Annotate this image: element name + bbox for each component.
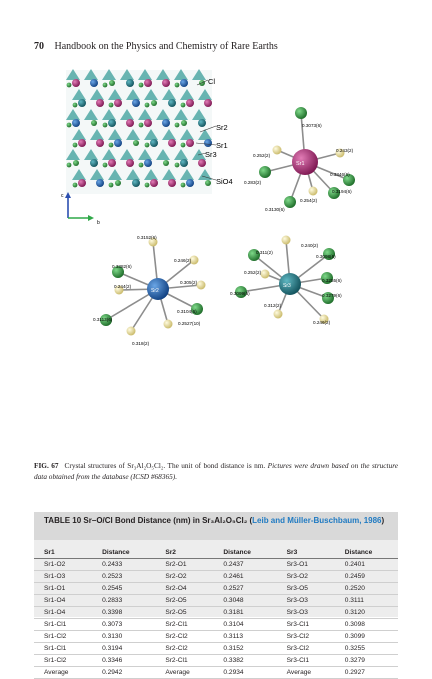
oxygen-atom	[282, 236, 291, 245]
sr2-distance-labels	[93, 235, 201, 346]
lattice-atom	[204, 139, 212, 147]
table-cell: Sr2-Cl1	[155, 655, 213, 667]
table-cell: 0.2433	[92, 559, 155, 571]
lattice-atom	[150, 139, 158, 147]
bond-distance-label: 0.3255(6)	[322, 278, 342, 283]
bond-distance-label: 0.246(2)	[313, 320, 331, 325]
lattice-cl-atom	[109, 143, 114, 148]
table-cell: Sr3-O3	[277, 607, 335, 619]
legend-sr1: Sr1	[216, 141, 228, 150]
axis-c-label: c	[61, 193, 64, 199]
lattice-cl-atom	[67, 163, 72, 168]
lattice-atom	[163, 160, 169, 166]
lattice-atom	[132, 179, 140, 187]
lattice-cl-atom	[67, 123, 72, 128]
lattice-atom	[198, 119, 206, 127]
lattice-atom	[204, 99, 212, 107]
table-cell: 0.3382	[213, 655, 276, 667]
bond-distance-label: 0.243(2)	[336, 148, 354, 153]
lattice-atom	[96, 99, 104, 107]
oxygen-atom	[164, 320, 173, 329]
lattice-atom	[186, 139, 194, 147]
table-row	[34, 655, 398, 667]
bond-distance-label: 0.244(2)	[114, 284, 132, 289]
sr3-coordination	[230, 236, 342, 326]
table-cell: Sr3-Cl2	[277, 643, 335, 655]
table-cell: Sr3-O2	[277, 571, 335, 583]
lattice-atom	[115, 180, 121, 186]
lattice-atom	[144, 159, 152, 167]
lattice-atom	[73, 160, 79, 166]
chlorine-atom	[295, 107, 307, 119]
bond-distance-label: 0.3098(6)	[316, 254, 336, 259]
lattice-cl-atom	[175, 123, 180, 128]
bond-distance-label: 0.252(2)	[244, 270, 262, 275]
lattice-atom	[150, 179, 158, 187]
table-header-row	[34, 546, 398, 559]
table-cell: 0.3398	[92, 607, 155, 619]
table-row	[34, 583, 398, 595]
lattice-atom	[109, 80, 115, 86]
table-cell: Sr2-O4	[155, 583, 213, 595]
lattice-atom	[132, 99, 140, 107]
legend-sio4: SiO4	[216, 177, 233, 186]
lattice-atom	[78, 99, 86, 107]
table-cell: 0.2523	[92, 571, 155, 583]
lattice-cl-atom	[175, 83, 180, 88]
lattice-cl-atom	[73, 103, 78, 108]
table-cell: Sr2-Cl1	[155, 619, 213, 631]
table-cell: 0.3152	[213, 643, 276, 655]
table-cell: Sr1-O4	[34, 595, 92, 607]
lattice-atom	[133, 140, 139, 146]
table-header-cell: Distance	[213, 546, 276, 559]
table-cell: Average	[34, 667, 92, 679]
table-cell: Sr2-O1	[155, 559, 213, 571]
bond-distance-label: 0.252(2)	[253, 153, 271, 158]
table-row	[34, 619, 398, 631]
caption-note: Pictures were drawn based on the structure data obtained from the database (ICSD #68365).	[34, 461, 399, 481]
table-header-cell: Sr1	[34, 546, 92, 559]
lattice-atom	[114, 139, 122, 147]
table-cell: 0.2527	[213, 583, 276, 595]
table-row	[34, 667, 398, 679]
lattice-cl-atom	[145, 143, 150, 148]
sr2-atom-label: Sr2	[151, 288, 159, 294]
crystal-packing-view	[66, 69, 212, 194]
table-cell: 0.3111	[335, 595, 398, 607]
table-cell: Sr1-O3	[34, 571, 92, 583]
lattice-cl-atom	[103, 163, 108, 168]
table-cell: Sr3-O3	[277, 595, 335, 607]
lattice-atom	[78, 179, 86, 187]
table-cell: Sr3-Cl2	[277, 631, 335, 643]
table-cell: 0.3048	[213, 595, 276, 607]
table-cell: Sr3-Cl1	[277, 619, 335, 631]
lattice-atom	[72, 119, 80, 127]
table-cell: 0.2545	[92, 583, 155, 595]
bond-distance-label: 0.246(2)	[174, 258, 192, 263]
lattice-atom	[168, 99, 176, 107]
distance-table	[34, 546, 398, 679]
lattice-atom	[91, 120, 97, 126]
bond-distance-label: 0.3152(6)	[137, 235, 157, 240]
bond-distance-label: 0.3346(6)	[330, 172, 350, 177]
table-row	[34, 631, 398, 643]
lattice-cl-atom	[181, 103, 186, 108]
table-cell: Sr1-Cl1	[34, 619, 92, 631]
lattice-atom	[90, 159, 98, 167]
bond-distance-label: 0.3130(6)	[265, 207, 285, 212]
table-title-text: TABLE 10 Sr–O/Cl Bond Distance (nm) in Sr₃Al₂O₅Cl₂ (	[44, 516, 253, 525]
lattice-atom	[126, 119, 134, 127]
lattice-atom	[126, 159, 134, 167]
bond-distance-label: 0.2527(10)	[178, 321, 201, 326]
oxygen-atom	[261, 270, 270, 279]
bond-distance-label: 0.3073(6)	[302, 123, 322, 128]
table-cell: 0.2942	[92, 667, 155, 679]
table-cell: Sr2-Cl2	[155, 643, 213, 655]
table-cell: 0.3073	[92, 619, 155, 631]
bond-distance-label: 0.3194(6)	[332, 189, 352, 194]
table-cell: Sr1-Cl2	[34, 655, 92, 667]
table-row	[34, 607, 398, 619]
lattice-cl-atom	[103, 83, 108, 88]
lattice-atom	[162, 79, 170, 87]
lattice-cl-atom	[145, 103, 150, 108]
table-header-cell: Sr2	[155, 546, 213, 559]
table-cell: Sr1-Cl2	[34, 631, 92, 643]
chlorine-atom	[284, 196, 296, 208]
table-row	[34, 571, 398, 583]
table-body	[34, 559, 398, 679]
bond-distance-label: 0.3099(6)	[230, 291, 250, 296]
lattice-atom	[126, 79, 134, 87]
table-cell: Sr2-Cl2	[155, 631, 213, 643]
lattice-cl-atom	[145, 183, 150, 188]
axis-b-label: b	[97, 220, 100, 226]
sr1-coordination	[244, 107, 355, 212]
table-title	[44, 515, 388, 527]
table-cell: 0.3194	[92, 643, 155, 655]
lattice-cl-atom	[175, 163, 180, 168]
lattice-cl-atom	[109, 103, 114, 108]
lattice-atom	[186, 99, 194, 107]
lattice-atom	[78, 139, 86, 147]
bond-distance-label: 0.3382(6)	[112, 264, 132, 269]
lattice-atom	[96, 179, 104, 187]
lattice-cl-atom	[109, 183, 114, 188]
table-cell: 0.3113	[213, 631, 276, 643]
lattice-cl-atom	[67, 83, 72, 88]
table-cell: 0.2461	[213, 571, 276, 583]
table-cell: Sr1-O2	[34, 559, 92, 571]
lattice-cl-atom	[139, 123, 144, 128]
bond-distance-label: 0.318(2)	[132, 341, 150, 346]
chlorine-atom	[259, 166, 271, 178]
table-cell: Sr3-O5	[277, 583, 335, 595]
table-cell: Sr3-Cl1	[277, 655, 335, 667]
table-row	[34, 559, 398, 571]
table-row	[34, 595, 398, 607]
lattice-cl-atom	[181, 143, 186, 148]
table-title-suffix: )	[381, 516, 385, 525]
page-number: 70	[34, 41, 44, 52]
table-cell: 0.3104	[213, 619, 276, 631]
sr2-coordination	[93, 235, 206, 346]
lattice-atom	[186, 179, 194, 187]
table-cell: 0.2927	[335, 667, 398, 679]
running-title: Handbook on the Physics and Chemistry of Rare Earths	[54, 41, 278, 52]
lattice-atom	[168, 139, 176, 147]
lattice-atom	[180, 79, 188, 87]
lattice-atom	[181, 120, 187, 126]
table-cell: Sr1-Cl1	[34, 643, 92, 655]
table-header-cell: Sr3	[277, 546, 335, 559]
bond-distance-table	[34, 512, 398, 676]
lattice-atom	[90, 79, 98, 87]
lattice-atom	[151, 100, 157, 106]
oxygen-atom	[273, 146, 282, 155]
table-cell: Sr2-O5	[155, 595, 213, 607]
legend-sr3: Sr3	[205, 150, 217, 159]
table-header-cell: Distance	[92, 546, 155, 559]
lattice-atom	[96, 139, 104, 147]
table-cell: 0.2459	[335, 571, 398, 583]
table-cell: Sr3-O1	[277, 559, 335, 571]
table-cell: 0.2401	[335, 559, 398, 571]
table-cell: 0.2934	[213, 667, 276, 679]
figure-label: FIG. 67	[34, 461, 59, 470]
axis-indicator	[61, 192, 100, 226]
table-cell: Sr2-O5	[155, 607, 213, 619]
table-cell: Average	[155, 667, 213, 679]
lattice-atom	[205, 180, 211, 186]
lattice-cl-atom	[73, 143, 78, 148]
table-cell: 0.3346	[92, 655, 155, 667]
table-cell: 0.3099	[335, 631, 398, 643]
table-cell: 0.2833	[92, 595, 155, 607]
lattice-atom	[114, 99, 122, 107]
legend-sr2: Sr2	[216, 123, 228, 132]
lattice-cl-atom	[73, 183, 78, 188]
table-row	[34, 643, 398, 655]
oxygen-atom	[309, 187, 318, 196]
bond-distance-label: 0.312(2)	[264, 303, 282, 308]
bond-distance-label: 0.305(2)	[180, 280, 198, 285]
sr1-atom-label: Sr1	[296, 161, 305, 167]
table-cell: Sr2-O2	[155, 571, 213, 583]
lattice-atom	[108, 119, 116, 127]
bond-distance-label: 0.3104(6)	[177, 309, 197, 314]
bond-distance-label: 0.283(2)	[244, 180, 262, 185]
oxygen-atom	[274, 310, 283, 319]
lattice-cl-atom	[103, 123, 108, 128]
table-header-cell: Distance	[335, 546, 398, 559]
lattice-atom	[144, 119, 152, 127]
legend-cl: Cl	[208, 77, 216, 86]
table-citation-link[interactable]: Leib and Müller-Buschbaum, 1986	[252, 516, 382, 525]
table-cell: Average	[277, 667, 335, 679]
table-cell: 0.2520	[335, 583, 398, 595]
table-cell: 0.3098	[335, 619, 398, 631]
table-cell: 0.3255	[335, 643, 398, 655]
lattice-atom	[168, 179, 176, 187]
lattice-cl-atom	[181, 183, 186, 188]
oxygen-atom	[127, 327, 136, 336]
lattice-atom	[72, 79, 80, 87]
table-cell: 0.3120	[335, 607, 398, 619]
lattice-atom	[144, 79, 152, 87]
lattice-cl-atom	[139, 83, 144, 88]
table-cell: 0.2437	[213, 559, 276, 571]
table-cell: 0.3130	[92, 631, 155, 643]
bond-distance-label: 0.311(2)	[256, 250, 273, 255]
table-cell: 0.3279	[335, 655, 398, 667]
lattice-atom	[180, 159, 188, 167]
lattice-cl-atom	[139, 163, 144, 168]
table-title-bar	[34, 512, 398, 540]
bond-distance-label: 0.3279(6)	[322, 293, 342, 298]
figure-caption	[34, 460, 398, 482]
table-cell: 0.3181	[213, 607, 276, 619]
bond-distance-label: 0.240(2)	[301, 243, 319, 248]
lattice-atom	[108, 159, 116, 167]
oxygen-atom	[197, 281, 206, 290]
lattice-atom	[198, 159, 206, 167]
table-cell: Sr1-O4	[34, 607, 92, 619]
sr3-atom-label: Sr3	[283, 283, 291, 289]
lattice-atom	[162, 119, 170, 127]
bond-distance-label: 0.254(2)	[300, 198, 318, 203]
table-cell: Sr1-O1	[34, 583, 92, 595]
caption-text: Crystal structures of Sr₃Al₂O₅Cl₂. The unit of bond distance is nm.	[64, 461, 266, 470]
bond-distance-label: 0.3113(6)	[93, 317, 113, 322]
